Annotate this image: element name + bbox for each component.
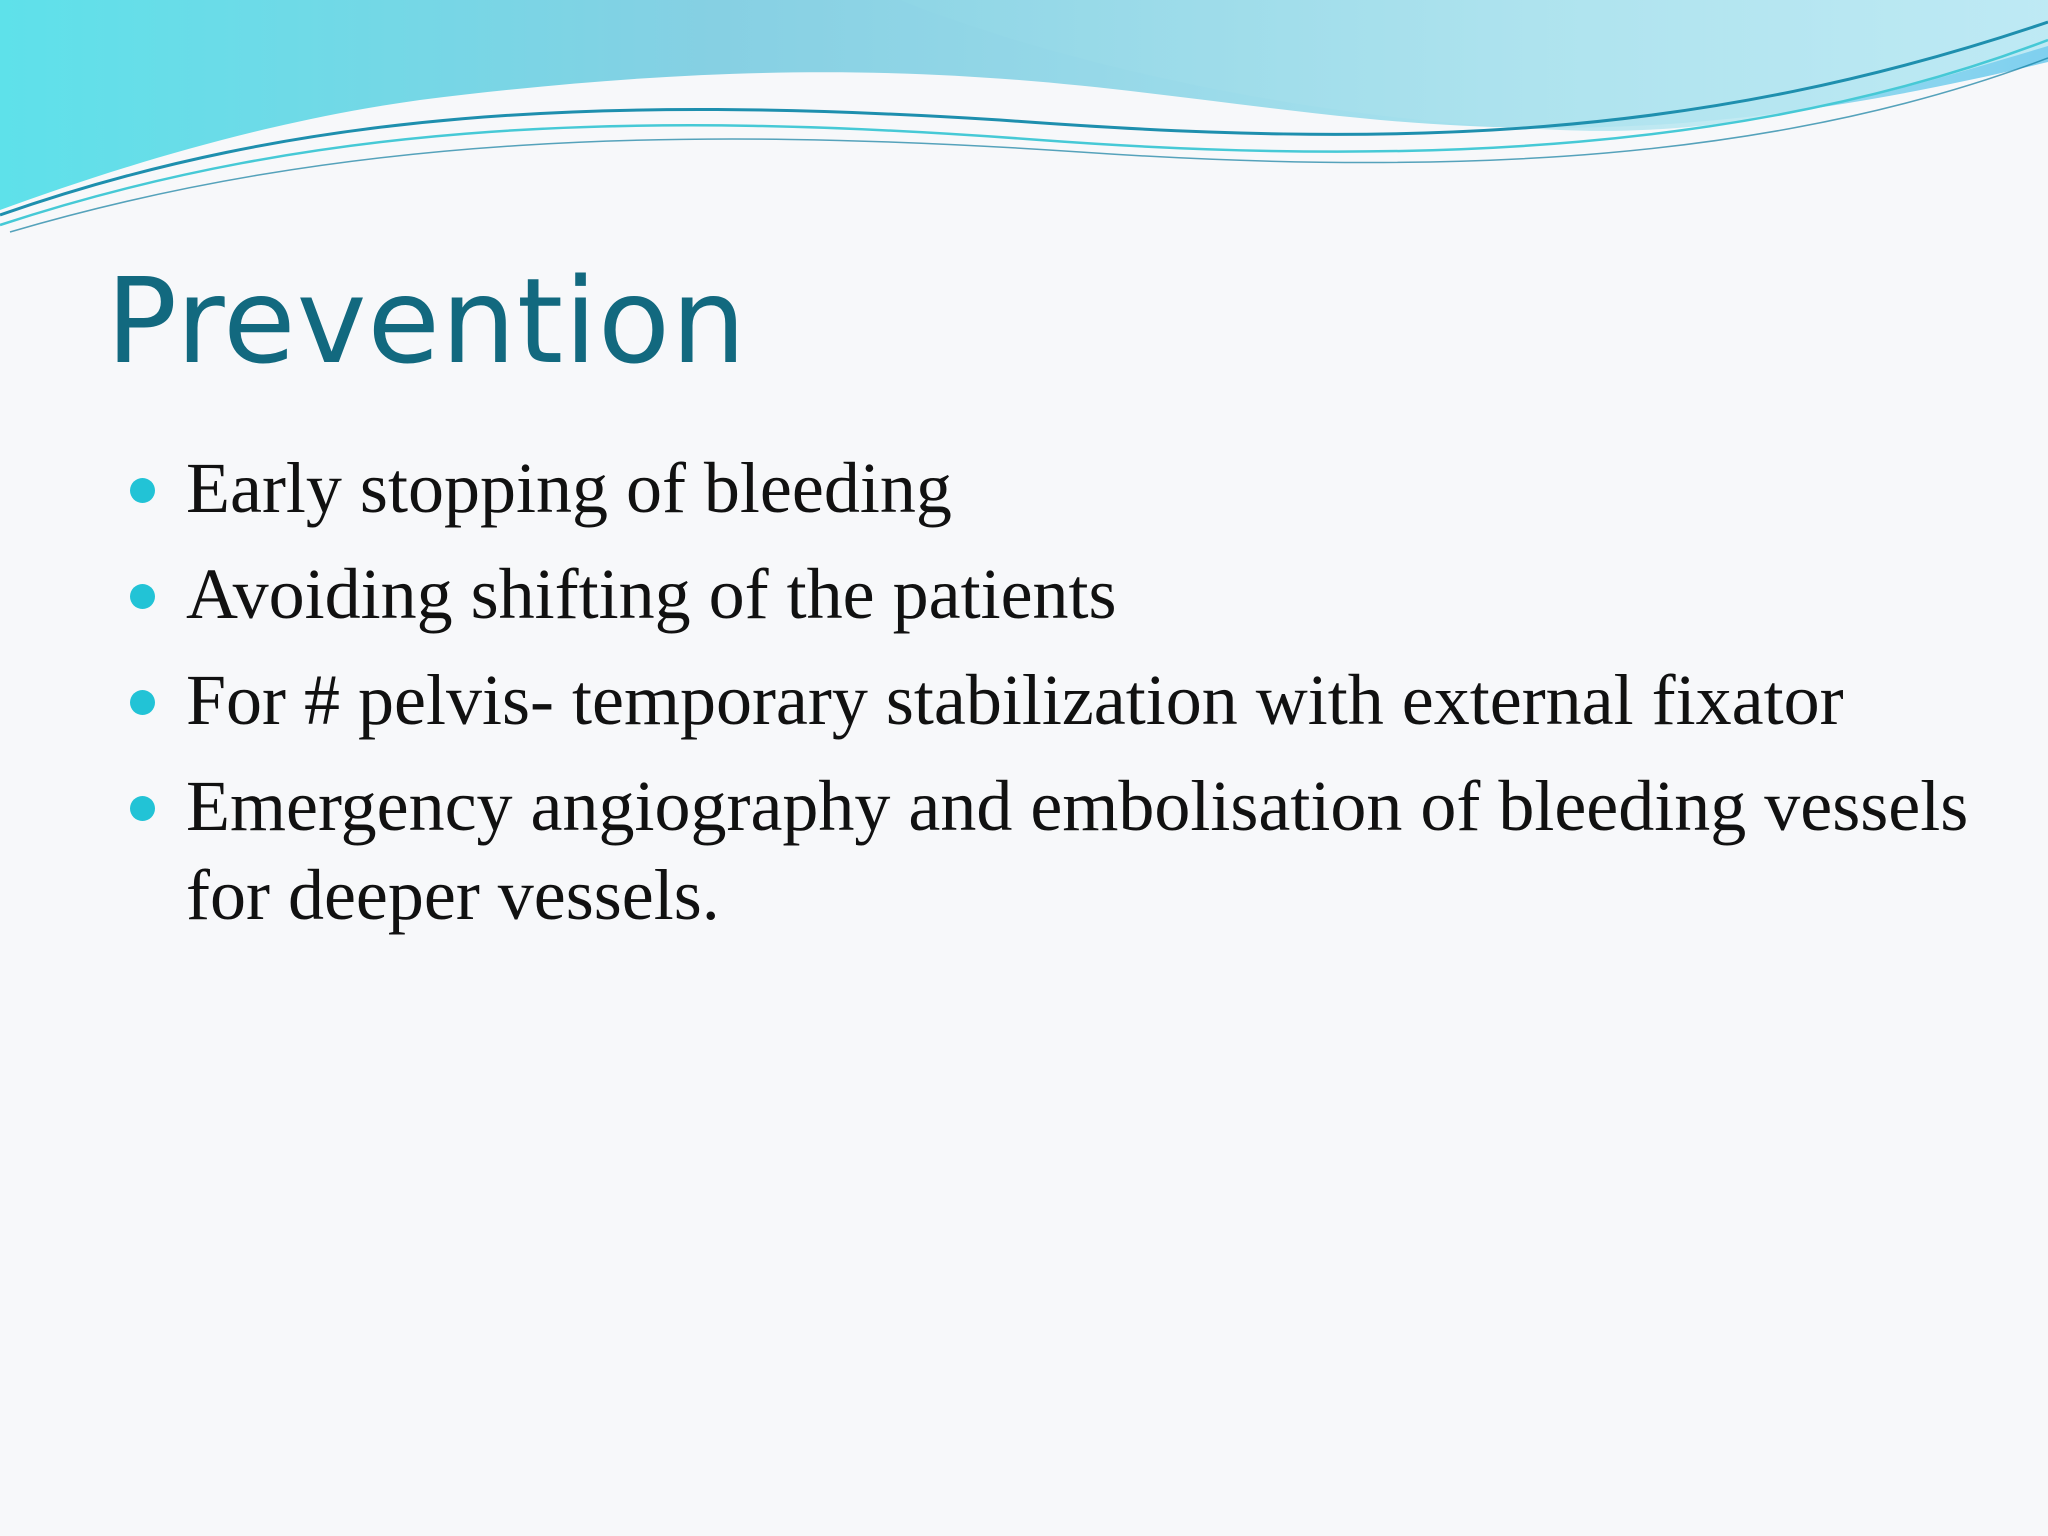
slide-title: Prevention [106, 252, 747, 390]
bullet-dot-icon [130, 584, 155, 609]
bullet-text: For # pelvis- temporary stabilization with external fixator [186, 660, 1844, 740]
header-wave-decoration [0, 0, 2048, 240]
bullet-item [128, 656, 1988, 745]
bullet-dot-icon [130, 796, 155, 821]
bullet-item [128, 444, 1988, 533]
bullet-dot-icon [130, 690, 155, 715]
bullet-text: Emergency angiography and embolisation of bleeding vessels for deeper vessels. [186, 766, 1969, 935]
bullet-text: Avoiding shifting of the patients [186, 554, 1117, 634]
bullet-item [128, 762, 1988, 940]
bullet-dot-icon [130, 478, 155, 503]
bullet-list [128, 444, 1988, 957]
bullet-text: Early stopping of bleeding [186, 448, 952, 528]
bullet-item [128, 550, 1988, 639]
